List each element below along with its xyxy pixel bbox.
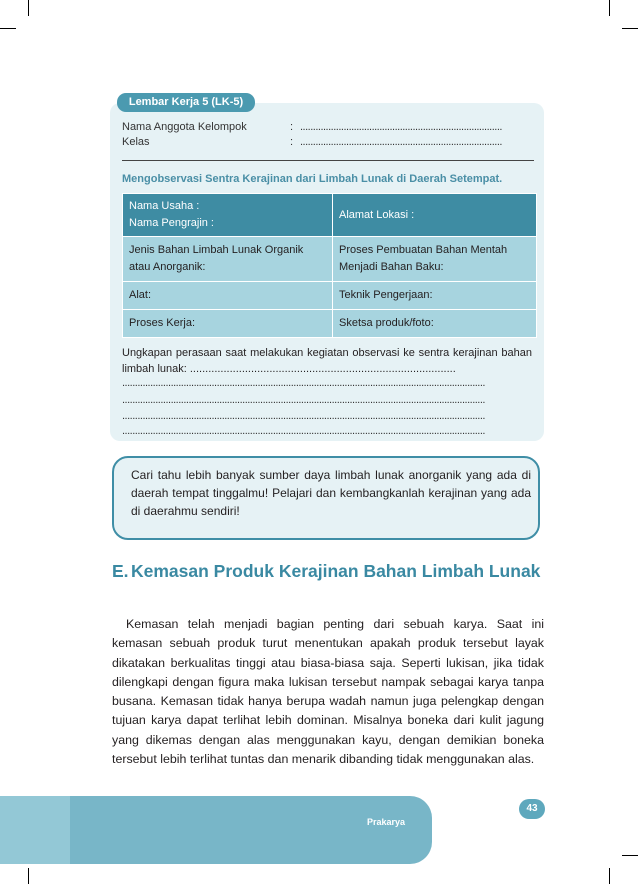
answer-line: ..............................................................................................................................................	[122, 410, 485, 422]
table-row	[123, 194, 537, 237]
section-number: E.	[112, 561, 129, 581]
footer-book-title: Prakarya	[367, 817, 406, 827]
crop-mark	[609, 0, 610, 16]
table-row	[123, 282, 537, 310]
answer-line: ..............................................................................................................................................	[122, 425, 485, 437]
table-cell: Proses Kerja:	[123, 310, 333, 338]
observation-table	[122, 193, 537, 338]
crop-mark	[28, 868, 29, 884]
cell-text: Nama Pengrajin :	[129, 217, 214, 229]
field-label: Kelas	[122, 136, 150, 148]
table-row	[123, 237, 537, 282]
crop-mark	[609, 868, 610, 884]
field-dots: ...............................................................................	[300, 136, 502, 148]
reflection-prompt: Ungkapan perasaan saat melakukan kegiatan observasi ke sentra kerajinan bahan limbah lunak: .......................................................................................	[122, 347, 532, 375]
crop-mark	[28, 0, 29, 16]
crop-mark	[622, 28, 638, 29]
table-row	[123, 310, 537, 338]
footer-accent	[0, 796, 70, 864]
crop-mark	[622, 855, 638, 856]
table-cell: Teknik Pengerjaan:	[333, 282, 537, 310]
page-number: 43	[519, 799, 545, 819]
field-label: Nama Anggota Kelompok	[122, 121, 247, 133]
crop-mark	[0, 28, 16, 29]
divider	[122, 160, 534, 161]
answer-line: ..............................................................................................................................................	[122, 377, 485, 389]
field-colon: :	[290, 121, 294, 133]
body-paragraph: Kemasan telah menjadi bagian penting dari sebuah karya. Saat ini kemasan sebuah produk turut menentukan apakah produk tersebut layak dikatakan berkualitas tinggi atau biasa-biasa saja. Seperti lukisan, jika tidak dilengkapi dengan figura maka lukisan tersebut nampak sebagai karya tanpa busana. Kemasan tidak hanya berupa wadah namun juga pelengkap dengan tujuan karya dapat terlihat lebih dominan. Misalnya boneka dari kulit jagung yang dikemas dengan alas menggunakan kayu, dengan demikian boneka tersebut lebih terlihat tuntas dan menarik dibanding tidak menggunakan alas.	[112, 617, 544, 767]
table-cell: Proses Pembuatan Bahan Mentah Menjadi Bahan Baku:	[333, 237, 537, 282]
cell-text: Nama Usaha :	[129, 200, 200, 212]
field-colon: :	[290, 136, 294, 148]
table-cell: Sketsa produk/foto:	[333, 310, 537, 338]
table-cell: Alamat Lokasi :	[333, 194, 537, 237]
answer-line: ..............................................................................................................................................	[122, 394, 485, 406]
table-cell: Alat:	[123, 282, 333, 310]
table-cell: Jenis Bahan Limbah Lunak Organik atau Anorganik:	[123, 237, 333, 282]
section-title: Kemasan Produk Kerajinan Bahan Limbah Lunak	[131, 561, 541, 581]
worksheet-heading: Mengobservasi Sentra Kerajinan dari Limbah Lunak di Daerah Setempat.	[122, 173, 503, 185]
worksheet-tab: Lembar Kerja 5 (LK-5)	[117, 93, 255, 112]
table-cell	[123, 194, 333, 237]
field-dots: ...............................................................................	[300, 121, 502, 133]
callout-text: Cari tahu lebih banyak sumber daya limbah lunak anorganik yang ada di daerah tempat tinggalmu! Pelajari dan kembangkanlah kerajinan yang ada di daerahmu sendiri!	[131, 468, 531, 518]
